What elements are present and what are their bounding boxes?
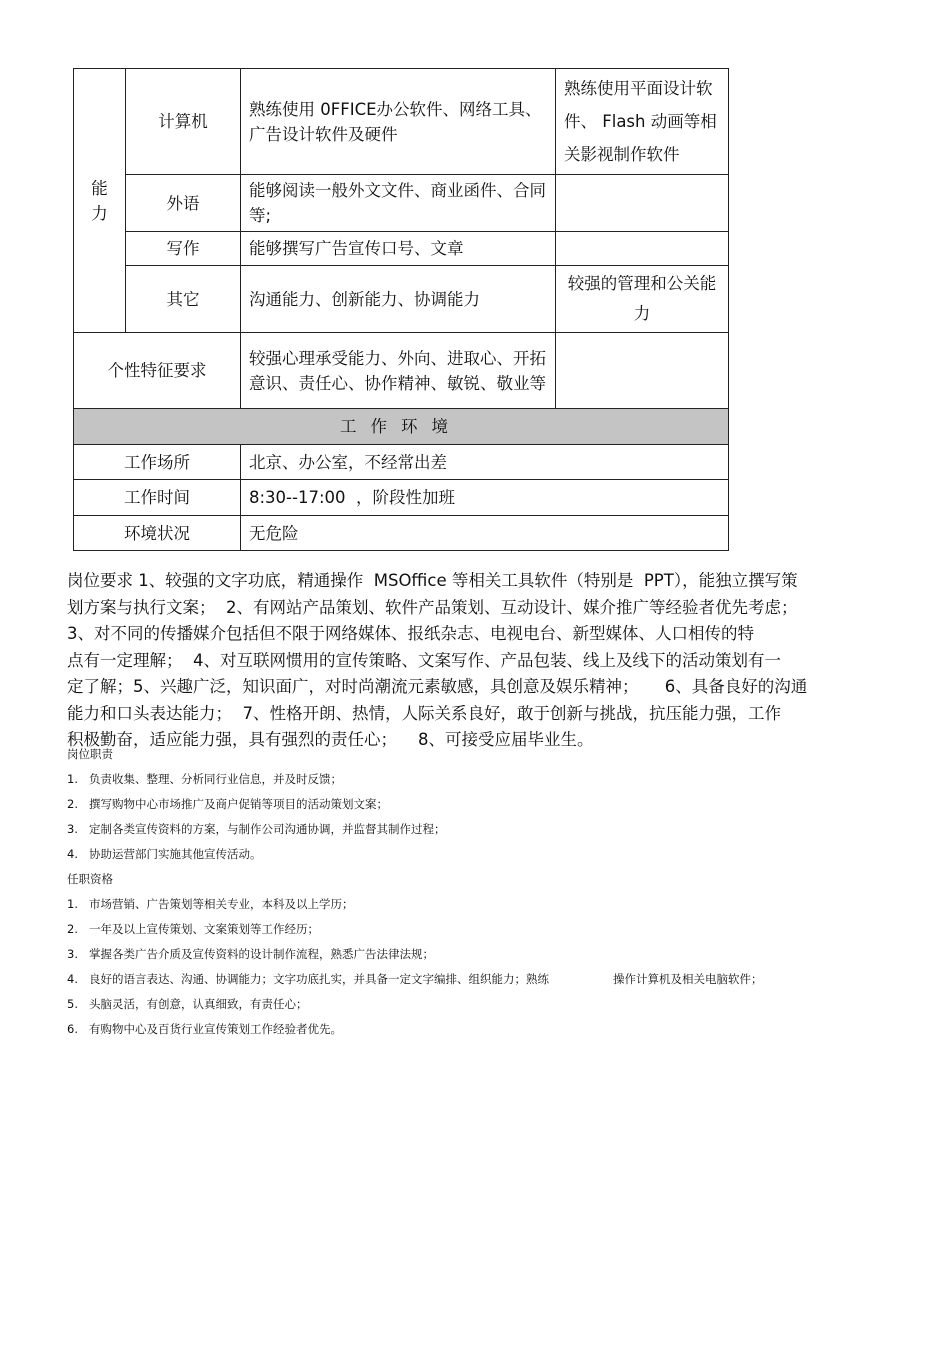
paragraph-line: 积极勤奋，适应能力强，具有强烈的责任心； 8、可接受应届毕业生。 xyxy=(67,730,594,749)
row-description: 沟通能力、创新能力、协调能力 xyxy=(241,266,556,333)
table-row xyxy=(74,266,729,333)
row-description: 熟练使用 0FFICE办公软件、网络工具、广告设计软件及硬件 xyxy=(241,69,556,175)
paragraph-line: 能力和口头表达能力； 7、性格开朗、热情，人际关系良好，敢于创新与挑战，抗压能力强，工作 xyxy=(67,703,781,723)
table-row xyxy=(74,480,729,516)
item-number: 6. xyxy=(67,1022,78,1036)
paragraph-line: 定了解；5、兴趣广泛，知识面广，对时尚潮流元素敏感，具创意及娱乐精神； 6、具备良好的沟通 xyxy=(67,677,808,696)
item-number: 2. xyxy=(67,922,78,936)
table-row xyxy=(74,232,729,266)
item-number: 3. xyxy=(67,822,78,836)
row-label: 其它 xyxy=(126,266,241,333)
item-text: 掌握各类广告介质及宣传资料的设计制作流程，熟悉广告法律法规； xyxy=(89,947,434,961)
item-text: 头脑灵活，有创意，认真细致，有责任心； xyxy=(89,997,308,1011)
row-extra xyxy=(556,175,729,232)
list-item xyxy=(67,767,763,792)
list-item xyxy=(67,917,763,942)
list-item xyxy=(67,817,763,842)
row-description: 能够阅读一般外文文件、商业函件、合同等; xyxy=(241,175,556,232)
row-description: 能够撰写广告宣传口号、文章 xyxy=(241,232,556,266)
row-extra: 熟练使用平面设计软件、 Flash 动画等相关影视制作软件 xyxy=(556,69,729,175)
list-item xyxy=(67,967,763,992)
row-extra: 较强的管理和公关能力 xyxy=(556,266,729,333)
list-item xyxy=(67,992,763,1017)
env-header: 工作环境 xyxy=(74,409,729,445)
table-row xyxy=(74,175,729,232)
env-value: 8:30--17:00 ，阶段性加班 xyxy=(241,480,729,516)
job-requirements-table xyxy=(73,68,729,551)
paragraph-line: 点有一定理解； 4、对互联网惯用的宣传策略、文案写作、产品包装、线上及线下的活动策划有一 xyxy=(67,650,781,670)
env-value: 无危险 xyxy=(241,516,729,551)
list-item xyxy=(67,942,763,967)
requirements-paragraph xyxy=(67,568,882,754)
item-number: 4. xyxy=(67,847,78,861)
table-row xyxy=(74,69,729,175)
item-text-tail: 操作计算机及相关电脑软件； xyxy=(613,972,763,986)
personality-description: 较强心理承受能力、外向、进取心、开拓意识、责任心、协作精神、敏锐、敬业等 xyxy=(241,333,556,409)
item-text: 一年及以上宣传策划、文案策划等工作经历； xyxy=(89,922,319,936)
duties-and-qualifications xyxy=(67,742,763,1042)
table-row xyxy=(74,333,729,409)
row-label: 外语 xyxy=(126,175,241,232)
list-item xyxy=(67,842,763,867)
env-label: 环境状况 xyxy=(74,516,241,551)
env-value: 北京、办公室，不经常出差 xyxy=(241,445,729,480)
personality-label: 个性特征要求 xyxy=(74,333,241,409)
env-label: 工作时间 xyxy=(74,480,241,516)
ability-label: 能 力 xyxy=(74,69,126,333)
item-text: 有购物中心及百货行业宣传策划工作经验者优先。 xyxy=(89,1022,342,1036)
paragraph-line: 3、对不同的传播媒介包括但不限于网络媒体、报纸杂志、电视电台、新型媒体、人口相传的特 xyxy=(67,624,754,643)
item-number: 2. xyxy=(67,797,78,811)
table-row xyxy=(74,516,729,551)
personality-extra xyxy=(556,333,729,409)
duties-title: 岗位职责 xyxy=(67,747,113,761)
row-label: 写作 xyxy=(126,232,241,266)
item-text: 良好的语言表达、沟通、协调能力；文字功底扎实，并具备一定文字编排、组织能力；熟练 xyxy=(89,972,549,986)
item-text: 撰写购物中心市场推广及商户促销等项目的活动策划文案； xyxy=(89,797,388,811)
item-text: 定制各类宣传资料的方案，与制作公司沟通协调，并监督其制作过程； xyxy=(89,822,446,836)
list-item xyxy=(67,792,763,817)
item-number: 1. xyxy=(67,772,78,786)
item-text: 市场营销、广告策划等相关专业，本科及以上学历； xyxy=(89,897,354,911)
env-header-row xyxy=(74,409,729,445)
row-extra xyxy=(556,232,729,266)
item-number: 3. xyxy=(67,947,78,961)
item-number: 4. xyxy=(67,972,78,986)
env-label: 工作场所 xyxy=(74,445,241,480)
item-number: 1. xyxy=(67,897,78,911)
list-item xyxy=(67,892,763,917)
item-text: 协助运营部门实施其他宣传活动。 xyxy=(89,847,262,861)
row-label: 计算机 xyxy=(126,69,241,175)
item-text: 负责收集、整理、分析同行业信息，并及时反馈； xyxy=(89,772,342,786)
paragraph-line: 岗位要求 1、较强的文字功底，精通操作 MSOffice 等相关工具软件（特别是 PPT），能独立撰写策 xyxy=(67,571,798,590)
qualifications-title: 任职资格 xyxy=(67,872,113,886)
table-row xyxy=(74,445,729,480)
list-item xyxy=(67,1017,763,1042)
item-number: 5. xyxy=(67,997,78,1011)
paragraph-line: 划方案与执行文案； 2、有网站产品策划、软件产品策划、互动设计、媒介推广等经验者优先考虑； xyxy=(67,597,798,617)
